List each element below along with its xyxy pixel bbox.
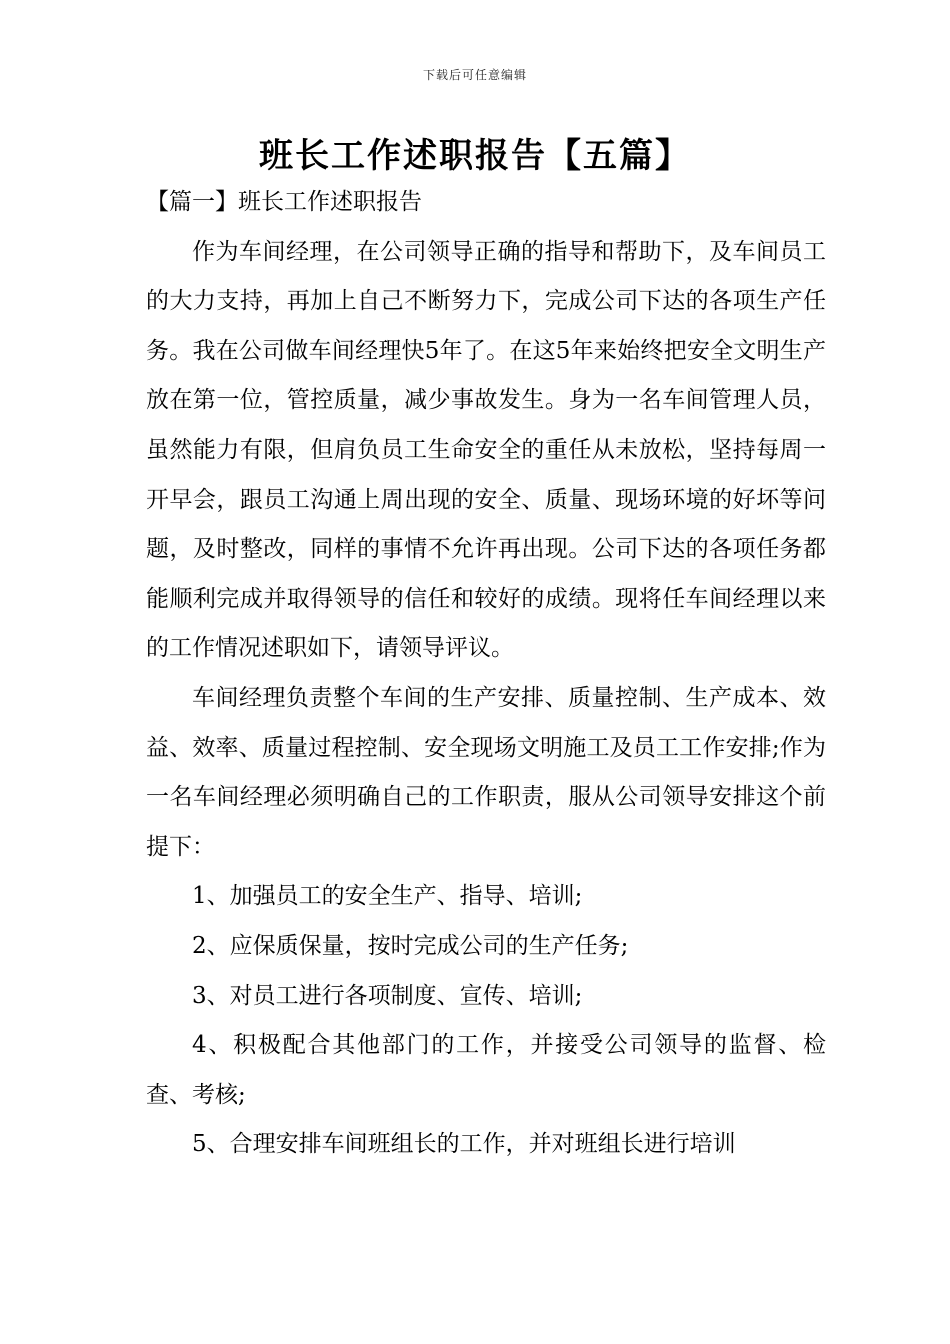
document-title: 班长工作述职报告【五篇】 bbox=[259, 136, 691, 176]
list-item-1: 1、加强员工的安全生产、指导、培训; bbox=[192, 883, 583, 910]
section-heading: 【篇一】班长工作述职报告 bbox=[146, 189, 422, 215]
header-note: 下载后可任意编辑 bbox=[422, 68, 527, 82]
list-item-3: 3、对员工进行各项制度、宣传、培训; bbox=[192, 982, 583, 1009]
list-item-4: 4、积极配合其他部门的工作，并接受公司领导的监督、检查、考核; bbox=[146, 1032, 826, 1108]
list-item-2: 2、应保质保量，按时完成公司的生产任务; bbox=[192, 932, 629, 959]
paragraph-2: 车间经理负责整个车间的生产安排、质量控制、生产成本、效益、效率、质量过程控制、安全现场文明施工及员工工作安排;作为一名车间经理必须明确自己的工作职责，服从公司领导安排这个前提下： bbox=[146, 684, 826, 860]
paragraph-1: 作为车间经理，在公司领导正确的指导和帮助下，及车间员工的大力支持，再加上自己不断努力下，完成公司下达的各项生产任务。我在公司做车间经理快5年了。在这5年来始终把安全文明生产放在第一位，管控质量，减少事故发生。身为一名车间管理人员，虽然能力有限，但肩负员工生命安全的重任从未放松，坚持每周一开早会，跟员工沟通上周出现的安全、质量、现场环境的好坏等问题，及时整改，同样的事情不允许再出现。公司下达的各项任务都能顺利完成并取得领导的信任和较好的成绩。现将任车间经理以来的工作情况述职如下，请领导评议。 bbox=[146, 238, 826, 662]
document-body bbox=[146, 178, 826, 1170]
list-item-5: 5、合理安排车间班组长的工作，并对班组长进行培训 bbox=[192, 1131, 736, 1158]
